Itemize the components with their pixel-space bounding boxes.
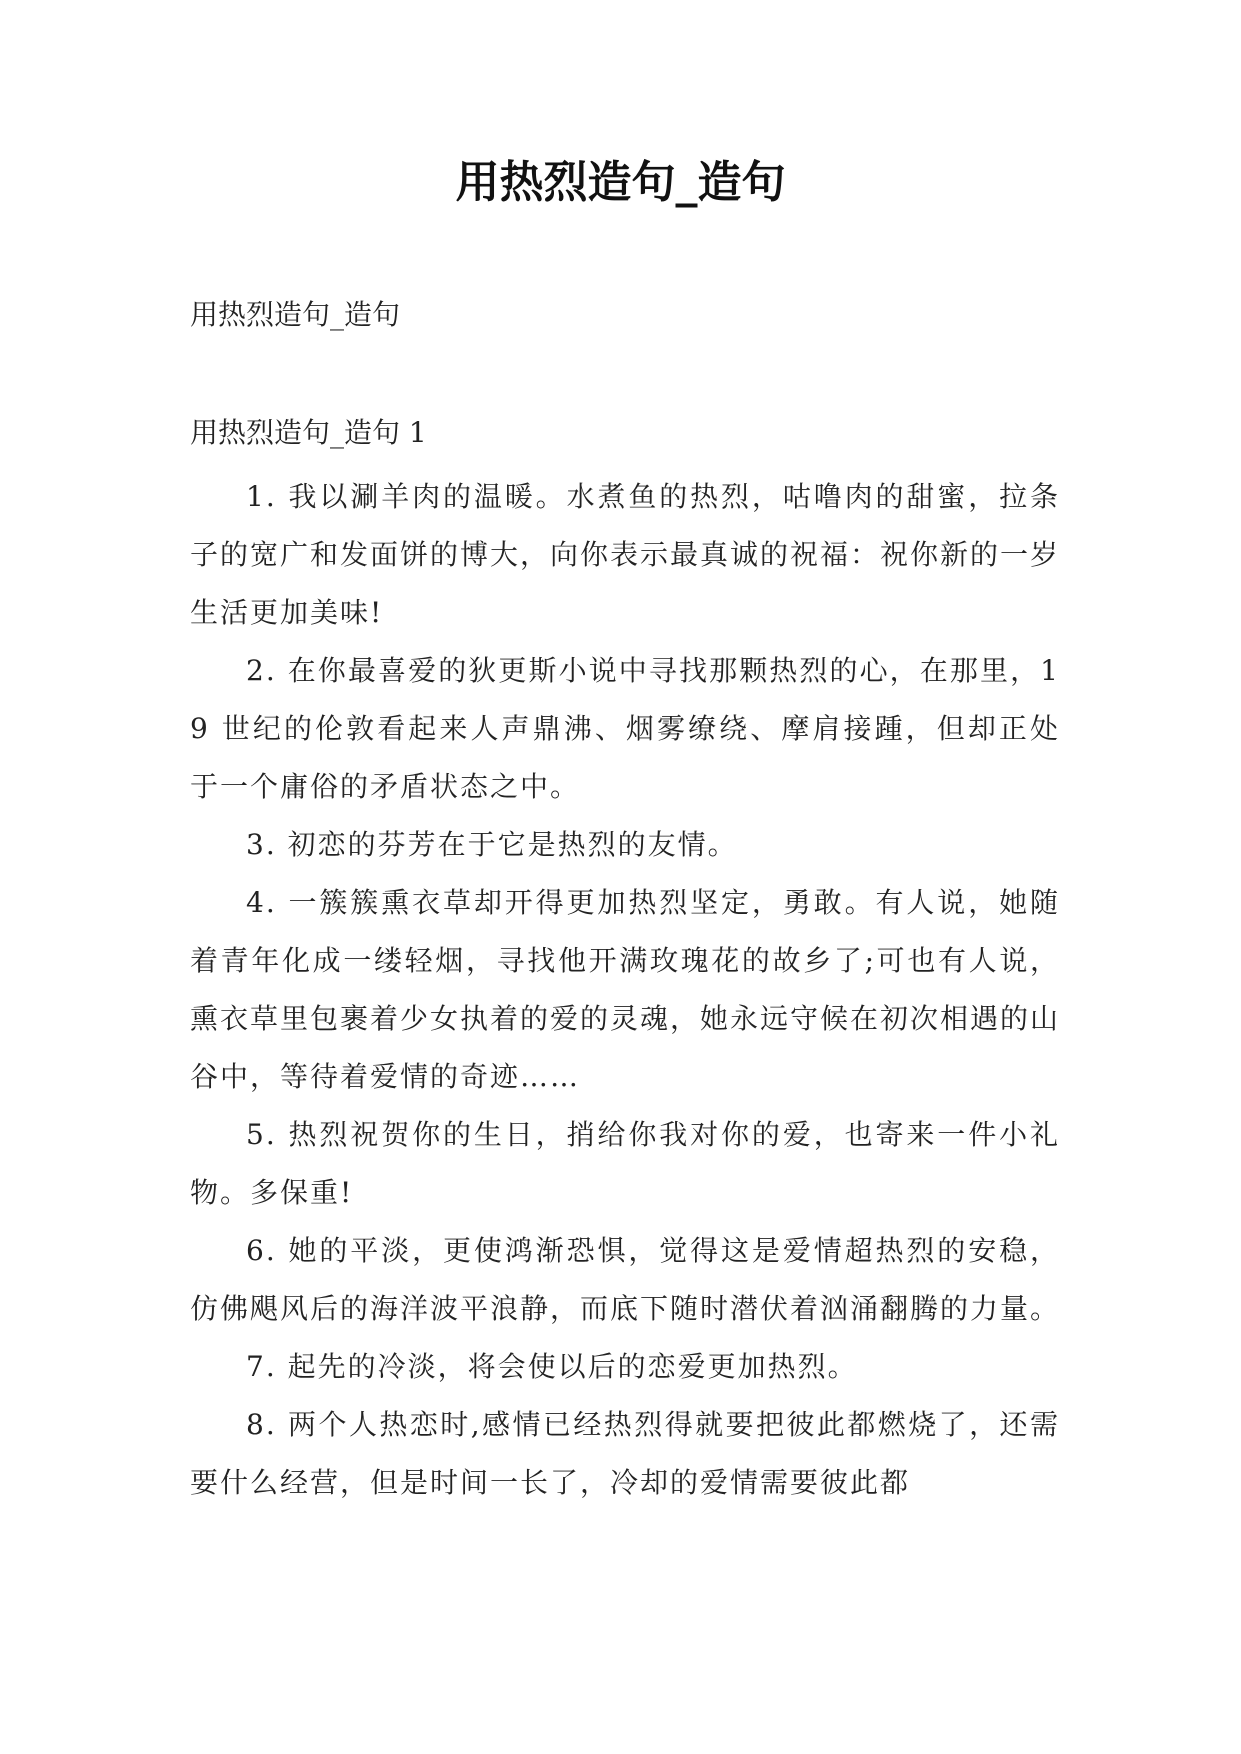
paragraph-2: 2. 在你最喜爱的狄更斯小说中寻找那颗热烈的心，在那里，19 世纪的伦敦看起来人声鼎沸、烟雾缭绕、摩肩接踵，但却正处于一个庸俗的矛盾状态之中。 <box>190 654 1060 803</box>
paragraph-3: 3. 初恋的芬芳在于它是热烈的友情。 <box>246 828 738 861</box>
paragraph-8: 8. 两个人热恋时,感情已经热烈得就要把彼此都燃烧了，还需要什么经营，但是时间一长了，冷却的爱情需要彼此都 <box>190 1408 1060 1499</box>
section-heading: 用热烈造句_造句 1 <box>190 416 427 449</box>
paragraph-4: 4. 一簇簇熏衣草却开得更加热烈坚定，勇敢。有人说，她随着青年化成一缕轻烟，寻找他开满玫瑰花的故乡了;可也有人说，熏衣草里包裹着少女执着的爱的灵魂，她永远守候在初次相遇的山谷中，等待着爱情的奇迹…… <box>190 886 1061 1093</box>
paragraph-7: 7. 起先的冷淡，将会使以后的恋爱更加热烈。 <box>246 1350 858 1383</box>
paragraph-1: 1. 我以涮羊肉的温暖。水煮鱼的热烈，咕噜肉的甜蜜，拉条子的宽广和发面饼的博大，向你表示最真诚的祝福：祝你新的一岁生活更加美味! <box>190 480 1061 629</box>
paragraph-5: 5. 热烈祝贺你的生日，捎给你我对你的爱，也寄来一件小礼物。多保重! <box>190 1118 1060 1209</box>
document-body <box>190 468 1060 1512</box>
paragraph-6: 6. 她的平淡，更使鸿渐恐惧，觉得这是爱情超热烈的安稳，仿佛飓风后的海洋波平浪静，而底下随时潜伏着汹涌翻腾的力量。 <box>190 1234 1061 1325</box>
document-subtitle: 用热烈造句_造句 <box>190 298 401 331</box>
page-title: 用热烈造句_造句 <box>455 157 786 208</box>
